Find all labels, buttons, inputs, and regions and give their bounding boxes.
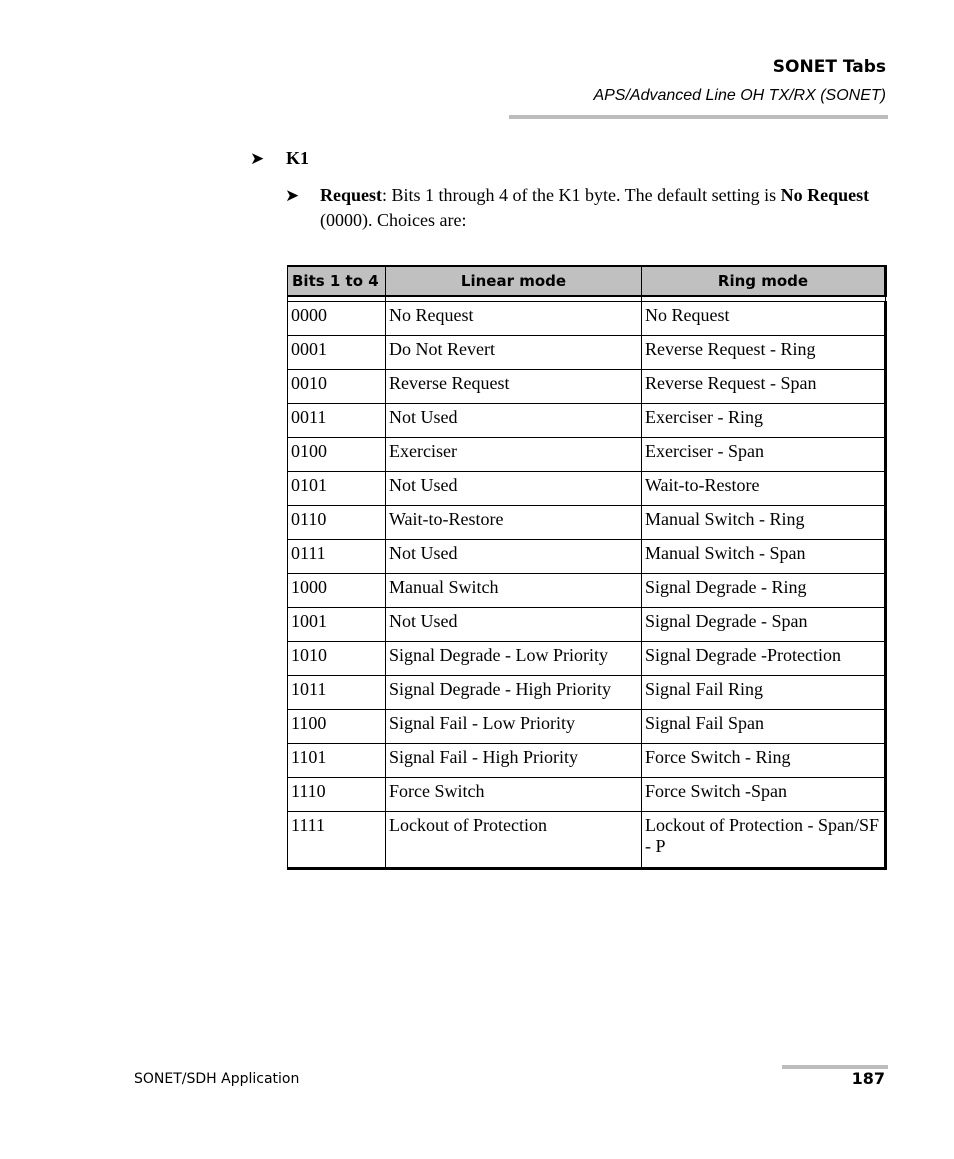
section-title: SONET Tabs [772,57,886,77]
cell-linear-mode: Force Switch [386,778,642,812]
k1-label: K1 [286,148,310,168]
cell-bits: 0001 [288,336,386,370]
cell-linear-mode: Not Used [386,608,642,642]
cell-bits: 1000 [288,574,386,608]
cell-ring-mode: Force Switch - Ring [642,744,886,778]
cell-linear-mode: Reverse Request [386,370,642,404]
cell-bits: 0011 [288,404,386,438]
header-divider [509,115,888,119]
cell-linear-mode: No Request [386,302,642,336]
cell-bits: 1010 [288,642,386,676]
cell-linear-mode: Lockout of Protection [386,812,642,869]
cell-bits: 0010 [288,370,386,404]
cell-bits: 1100 [288,710,386,744]
request-text-2: (0000). Choices are: [320,210,467,230]
cell-bits: 1001 [288,608,386,642]
table-row [288,574,886,608]
table-row [288,676,886,710]
cell-bits: 1111 [288,812,386,869]
request-bullet [285,183,885,233]
table-row [288,370,886,404]
table-row [288,778,886,812]
cell-bits: 0100 [288,438,386,472]
cell-ring-mode: Wait-to-Restore [642,472,886,506]
right-arrowhead-icon: ➤ [285,186,300,205]
table-row [288,506,886,540]
table-row [288,812,886,869]
cell-ring-mode: Force Switch -Span [642,778,886,812]
cell-linear-mode: Wait-to-Restore [386,506,642,540]
header-bits: Bits 1 to 4 [288,266,386,296]
cell-bits: 1011 [288,676,386,710]
cell-bits: 0101 [288,472,386,506]
cell-ring-mode: Exerciser - Span [642,438,886,472]
table-row [288,608,886,642]
cell-ring-mode: Reverse Request - Span [642,370,886,404]
cell-linear-mode: Exerciser [386,438,642,472]
cell-ring-mode: Lockout of Protection - Span/SF - P [642,812,886,869]
k1-request-table [287,265,887,870]
cell-ring-mode: Signal Degrade - Span [642,608,886,642]
cell-ring-mode: Signal Fail Ring [642,676,886,710]
table-row [288,472,886,506]
cell-ring-mode: Reverse Request - Ring [642,336,886,370]
table-row [288,438,886,472]
table-row [288,642,886,676]
k1-bullet [250,148,309,169]
cell-linear-mode: Do Not Revert [386,336,642,370]
section-subtitle: APS/Advanced Line OH TX/RX (SONET) [593,87,886,104]
cell-linear-mode: Not Used [386,472,642,506]
request-term: Request [320,185,382,205]
header-ring-mode: Ring mode [642,266,886,296]
table-row [288,710,886,744]
table-row [288,404,886,438]
cell-ring-mode: Exerciser - Ring [642,404,886,438]
cell-linear-mode: Signal Degrade - Low Priority [386,642,642,676]
table-row [288,336,886,370]
table-row [288,744,886,778]
cell-bits: 0111 [288,540,386,574]
cell-linear-mode: Signal Fail - High Priority [386,744,642,778]
cell-ring-mode: Manual Switch - Ring [642,506,886,540]
cell-ring-mode: Signal Fail Span [642,710,886,744]
page-number: 187 [851,1069,885,1088]
cell-linear-mode: Manual Switch [386,574,642,608]
cell-bits: 0000 [288,302,386,336]
cell-linear-mode: Signal Degrade - High Priority [386,676,642,710]
table-row [288,302,886,336]
cell-linear-mode: Signal Fail - Low Priority [386,710,642,744]
footer-book-title: SONET/SDH Application [134,1071,300,1087]
cell-ring-mode: Signal Degrade - Ring [642,574,886,608]
cell-ring-mode: Manual Switch - Span [642,540,886,574]
cell-linear-mode: Not Used [386,540,642,574]
right-arrowhead-icon: ➤ [250,149,265,168]
cell-bits: 1110 [288,778,386,812]
table-row [288,540,886,574]
header-linear-mode: Linear mode [386,266,642,296]
cell-ring-mode: No Request [642,302,886,336]
cell-linear-mode: Not Used [386,404,642,438]
table-header-row [288,266,886,296]
request-description [320,183,885,233]
cell-bits: 1101 [288,744,386,778]
request-text-1: : Bits 1 through 4 of the K1 byte. The default setting is [382,185,781,205]
request-default: No Request [780,185,870,205]
cell-bits: 0110 [288,506,386,540]
cell-ring-mode: Signal Degrade -Protection [642,642,886,676]
